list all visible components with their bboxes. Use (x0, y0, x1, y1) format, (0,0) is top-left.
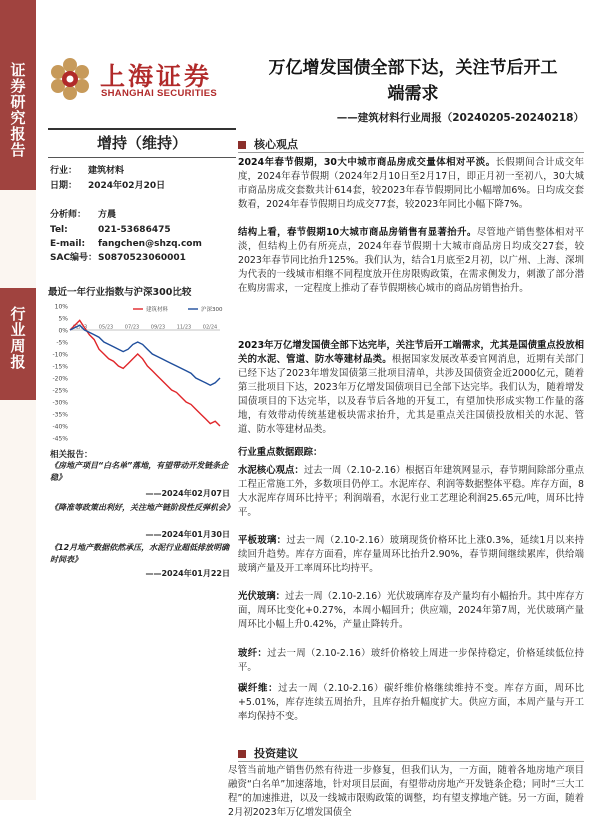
paragraph-bold: 玻纤： (238, 648, 268, 659)
related-report-2[interactable]: 《降准等政策出利好，关注地产链阶段性反弹机会》 (50, 503, 234, 512)
report-title-line1: 万亿增发国债全部下达，关注节后开工 (268, 58, 558, 78)
y-tick-label: -10% (52, 351, 68, 359)
report-title-line2: 端需求 (387, 84, 439, 104)
y-tick-label: -30% (52, 399, 68, 407)
report-title (238, 55, 588, 107)
paragraph-bold: 2024年春节假期，30大中城市商品房成交量体相对平淡。 (238, 157, 496, 168)
core-views-heading (238, 136, 298, 152)
core-views-title: 核心观点 (254, 138, 298, 151)
chart-svg (48, 300, 226, 442)
paragraph-text: 过去一周（2.10-2.16）光伏玻璃库存及产量均有小幅抬升。其中库存方面，周环比变化+0.27%，本周小幅回升；供应端，2024年第7周，光伏玻璃产量周环比小幅上升0.42%，产量止降转升。 (238, 591, 584, 630)
sidebar-mid-band (0, 288, 36, 400)
x-tick-label: 07/23 (124, 324, 140, 331)
x-tick-label: 11/23 (176, 324, 192, 331)
chart-title: 最近一年行业指数与沪深300比较 (48, 287, 192, 298)
paragraph-text: 根据国家发展改革委官网消息，近期有关部门已经下达了2023年增发国债第三批项目清单，共涉及国债资金近2000亿元，随着第三批项目下达，2023年万亿增发国债项目已全部下达完毕。我们认为，随着增发国债项目的下达完毕，以及春节后各地的开复工，有望加快形成实物工作量的落地，有效带动传统基建板块需求抬升，尤其是重点关注国债投放相关的水泥、管道、防水等建材品类。 (238, 354, 584, 435)
email-label: E-mail: (50, 239, 86, 249)
paragraph-bold: 2023年万亿增发国债全部下达完毕，关注节后开工端需求，尤其是国债重点投放相关的水泥、管道、防水等建材品类。 (238, 340, 584, 365)
industry-row (50, 165, 124, 178)
related-report-1[interactable]: 《房地产项目“白名单”落地，有望带动开发链条企稳》 (50, 461, 229, 482)
brand-name-cn: 上海证券 (100, 62, 213, 91)
y-tick-label: 0% (58, 327, 68, 335)
sidebar-report-label: 证券研究报告 (8, 62, 27, 158)
paragraph-text: 尽管当前地产销售仍然有待进一步修复，但我们认为，一方面，随着各地房地产项目融资“白名单”加速落地，针对项目层面，有望带动房地产开发链条企稳；同时“三大工程”的加速推进，以及一线城市限购政策的调整，均有望支撑地产链。另一方面，随着2月初2023年万亿增发国债全 (228, 765, 584, 818)
section-divider (238, 152, 584, 153)
section-divider (238, 761, 584, 762)
paragraph-bold: 光伏玻璃： (238, 591, 286, 602)
paragraph-bold: 碳纤维： (238, 683, 279, 694)
tel-row (50, 224, 171, 237)
x-tick-label: 02/23 (72, 324, 88, 331)
section-square-icon (238, 750, 246, 758)
paragraph-text: 尽管地产销售整体相对平淡，但结构上仍有所亮点，2024年春节假期十大城市商品房日均成交27套，较2023年春节同比抬升125%。我们认为，结合1月底至2月初，以广州、上海、深圳为代表的一线城市相继不同程度放开住房限购政策，在需求侧发力，刺激了部分潜在购房需求，一定程度上推动了春节假期核心城市的商品房销售抬升。 (238, 227, 584, 294)
company-logo (48, 55, 230, 105)
tel-value: 021-53686475 (98, 225, 171, 235)
y-tick-label: -5% (56, 339, 68, 347)
sac-row (50, 252, 186, 265)
sac-label: SAC编号： (50, 253, 98, 263)
paragraph-flat-glass (238, 534, 584, 576)
x-tick-label: 05/23 (98, 324, 114, 331)
y-tick-label: 5% (58, 315, 68, 323)
report-subtitle: ——建筑材料行业周报（20240205-20240218） (336, 112, 584, 124)
y-tick-label: -40% (52, 423, 68, 431)
paragraph-pv-glass (238, 590, 584, 632)
sidebar-weekly-label: 行业周报 (8, 306, 27, 370)
sac-value: S0870523060001 (98, 253, 186, 263)
email-value[interactable]: fangchen@shzq.com (98, 239, 202, 249)
flower-logo-icon (48, 57, 92, 101)
analyst-name: 方晨 (98, 210, 117, 220)
paragraph-cement (238, 464, 584, 520)
related-report-3[interactable]: 《12月地产数据依然承压，水泥行业超低排放明确时间表》 (50, 543, 230, 564)
legend-label: 建筑材料 (146, 307, 169, 313)
date-value: 2024年02月20日 (88, 181, 166, 191)
index-comparison-chart (48, 300, 226, 442)
rating-label: 增持（维持） (96, 134, 187, 152)
paragraph-text: 过去一周（2.10-2.16）碳纤维价格继续维持不变。库存方面，周环比+5.01%，库存连续五周抬升，且库存抬升幅度扩大。供应方面，本周产量与开工率均保持不变。 (238, 683, 584, 722)
tel-label: Tel: (50, 225, 68, 235)
email-row (50, 238, 202, 251)
related-reports-title: 相关报告： (50, 450, 93, 460)
section-square-icon (238, 141, 246, 149)
legend-label: 沪深300 (201, 307, 223, 313)
brand-name-en: SHANGHAI SECURITIES (101, 88, 218, 99)
industry-value: 建筑材料 (88, 166, 125, 176)
analyst-label: 分析师： (50, 210, 87, 220)
paragraph-text: 过去一周（2.10-2.16）根据百年建筑网显示，春节期间除部分重点工程正常施工外，多数项目仍停工。水泥库存、利润等数据整体平稳。库存方面，8大水泥库存周环比持平；利润端看，水泥行业工艺理论利润25.65元/吨，周环比持平。 (238, 465, 584, 518)
x-tick-label: 02/24 (202, 324, 218, 331)
paragraph-text: 过去一周（2.10-2.16）玻璃现货价格环比上涨0.3%，延续1月以来持续回升趋势。库存方面看，库存量周环比抬升2.90%，春节期间继续累库，供给端玻璃产量及开工率周环比均持平。 (238, 535, 584, 574)
x-tick-label: 09/23 (150, 324, 166, 331)
divider (48, 128, 236, 130)
sidebar-top-band (0, 0, 36, 190)
paragraph-bonds (238, 339, 584, 437)
paragraph-invest (228, 764, 584, 820)
paragraph-bold: 行业重点数据跟踪： (238, 447, 323, 458)
related-report-2-date: ——2024年01月30日 (145, 530, 230, 539)
y-tick-label: -45% (52, 435, 68, 442)
series-line-csi300 (70, 325, 220, 385)
related-report-1-date: ——2024年02月07日 (145, 489, 230, 498)
paragraph-bold: 平板玻璃： (238, 535, 287, 546)
y-tick-label: -15% (52, 363, 68, 371)
analyst-row (50, 209, 116, 222)
paragraph-data-tracking (238, 446, 584, 460)
paragraph-text: 过去一周（2.10-2.16）玻纤价格较上周进一步保持稳定，价格延续低位持平。 (238, 648, 584, 673)
divider (48, 157, 236, 158)
date-row (50, 180, 165, 193)
industry-label: 行业： (50, 166, 78, 176)
series-line-building-materials (70, 320, 220, 426)
paragraph-sales-overview (238, 156, 584, 212)
paragraph-glass-fiber (238, 647, 584, 675)
paragraph-bold: 水泥核心观点： (238, 465, 304, 476)
y-tick-label: -20% (52, 375, 68, 383)
y-tick-label: -25% (52, 387, 68, 395)
paragraph-carbon-fiber (238, 682, 584, 724)
paragraph-text: 长假期间合计成交年度，2024年春节假期（2024年2月10日至2月17日，即正月初一至初八，30大城市商品房成交套数共计614套，较2023年春节假期同比小幅增加6%。日均成交套数看，2024年春节假期日均成交77套，较2023年同比小幅下降7%。 (238, 157, 584, 210)
invest-title: 投资建议 (254, 747, 298, 760)
paragraph-bold: 结构上看，春节假期10大城市商品房销售有显著抬升。 (238, 227, 477, 238)
paragraph-structure (238, 226, 584, 296)
y-tick-label: -35% (52, 411, 68, 419)
y-tick-label: 10% (54, 303, 68, 311)
related-report-3-date: ——2024年01月22日 (145, 569, 230, 578)
invest-heading (238, 745, 298, 761)
date-label: 日期： (50, 181, 78, 191)
